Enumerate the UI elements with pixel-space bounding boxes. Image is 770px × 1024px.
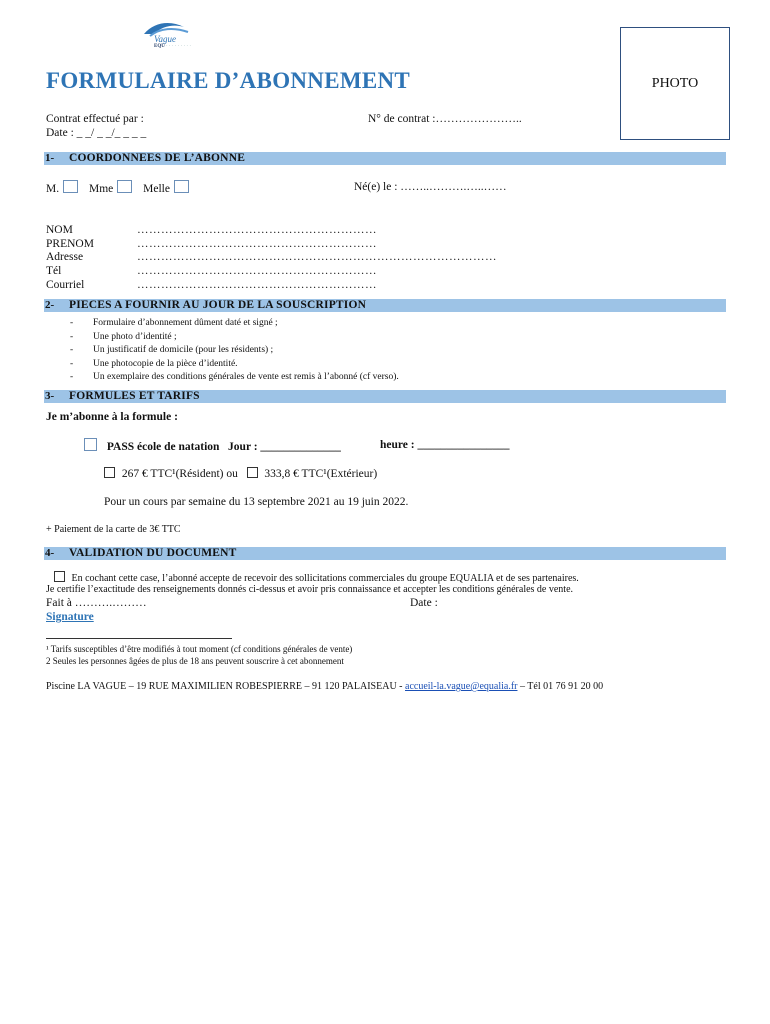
pass-row — [84, 438, 341, 454]
section-3-number: 3- — [45, 390, 55, 402]
list-item: - Une photo d’identité ; — [70, 331, 399, 345]
price-resident-label: 267 € TTC¹(Résident) ou — [121, 468, 238, 480]
prenom-field[interactable]: …………………………………………………… — [137, 238, 377, 250]
logo-tagline: · · · · · · · · · — [166, 44, 191, 49]
civility-row — [46, 180, 197, 196]
section-3-header — [44, 390, 726, 403]
tel-label: Tél — [46, 265, 62, 277]
footnote-1: ¹ Tarifs susceptibles d’être modifiés à tout moment (cf conditions générales de vente) — [46, 644, 353, 654]
period-text: Pour un cours par semaine du 13 septembre 2021 au 19 juin 2022. — [104, 496, 409, 508]
footnote-2: 2 Seules les personnes âgées de plus de 18 ans peuvent souscrire à cet abonnement — [46, 656, 344, 666]
adresse-label: Adresse — [46, 251, 84, 263]
section-4-title: VALIDATION DU DOCUMENT — [69, 547, 237, 559]
section-1-title: COORDONNEES DE L’ABONNE — [69, 152, 246, 164]
footer-address: Piscine LA VAGUE – 19 RUE MAXIMILIEN ROBESPIERRE – 91 120 PALAISEAU - — [46, 681, 403, 692]
civility-mme-label: Mme — [88, 183, 114, 195]
footer-phone: – Tél 01 76 91 20 00 — [519, 681, 604, 692]
formula-intro: Je m’abonne à la formule : — [46, 411, 178, 423]
consent-text: En cochant cette case, l’abonné accepte de recevoir des sollicitations commerciales du groupe EQUALIA et de ses partenaires. — [71, 573, 579, 584]
civility-m-checkbox[interactable] — [63, 180, 78, 193]
price-resident-checkbox[interactable] — [104, 467, 115, 478]
prenom-label: PRENOM — [46, 238, 94, 250]
list-item: - Un justificatif de domicile (pour les résidents) ; — [70, 344, 399, 358]
civility-melle-label: Melle — [143, 183, 170, 195]
photo-label: PHOTO — [651, 76, 699, 91]
footer-email-link[interactable]: accueil-la.vague@equalia.fr — [405, 681, 518, 692]
pass-label: PASS école de natation — [106, 441, 220, 453]
heure-field[interactable]: heure : ________________ — [380, 439, 510, 451]
price-exterior-checkbox[interactable] — [247, 467, 258, 478]
pass-checkbox[interactable] — [84, 438, 97, 451]
contract-date: Date : _ _/ _ _/_ _ _ _ — [46, 127, 147, 139]
section-1-number: 1- — [45, 152, 55, 164]
certify-text: Je certifie l’exactitude des renseignements donnés ci-dessus et avoir pris connaissance et accepter les conditions générales de vente. — [46, 584, 574, 595]
nom-label: NOM — [46, 224, 73, 236]
logo-sub: EQU — [154, 44, 165, 49]
birth-date-field[interactable]: Né(e) le : ……..……….…..…… — [354, 181, 507, 193]
logo-name: Vague — [154, 34, 176, 44]
validation-date-field[interactable]: Date : — [410, 597, 438, 609]
contract-made-by: Contrat effectué par : — [46, 113, 144, 125]
jour-field[interactable]: Jour : ______________ — [228, 441, 341, 453]
footer — [46, 680, 603, 693]
page-title: FORMULAIRE D’ABONNEMENT — [46, 68, 411, 93]
card-payment-text: + Paiement de la carte de 3€ TTC — [46, 524, 181, 535]
logo — [140, 18, 200, 52]
section-1-header — [44, 152, 726, 165]
section-2-number: 2- — [45, 299, 55, 311]
courriel-label: Courriel — [46, 279, 85, 291]
footnote-divider — [46, 638, 232, 639]
signature-label: Signature — [46, 611, 94, 623]
courriel-field[interactable]: …………………………………………………… — [137, 279, 377, 291]
price-row — [104, 467, 377, 481]
civility-m-label: M. — [46, 183, 60, 195]
section-2-title: PIECES A FOURNIR AU JOUR DE LA SOUSCRIPTION — [69, 299, 367, 311]
list-item: - Formulaire d’abonnement dûment daté et signé ; — [70, 317, 399, 331]
section-4-number: 4- — [45, 547, 55, 559]
tel-field[interactable]: …………………………………………………… — [137, 265, 377, 277]
photo-box[interactable] — [620, 27, 730, 140]
price-exterior-label: 333,8 € TTC¹(Extérieur) — [264, 468, 378, 480]
section-2-header — [44, 299, 726, 312]
section-4-header — [44, 547, 726, 560]
list-item: - Un exemplaire des conditions générales de vente est remis à l’abonné (cf verso). — [70, 371, 399, 385]
contract-number: N° de contrat :………………….. — [368, 113, 522, 125]
adresse-field[interactable]: ……………………………………………………………………………… — [137, 251, 497, 263]
civility-mme-checkbox[interactable] — [117, 180, 132, 193]
documents-list — [70, 317, 399, 385]
list-item: - Une photocopie de la pièce d’identité. — [70, 358, 399, 372]
nom-field[interactable]: …………………………………………………… — [137, 224, 377, 236]
consent-checkbox[interactable] — [54, 571, 65, 582]
made-at-field[interactable]: Fait à ……….……… — [46, 597, 147, 609]
section-3-title: FORMULES ET TARIFS — [69, 390, 200, 402]
civility-melle-checkbox[interactable] — [174, 180, 189, 193]
